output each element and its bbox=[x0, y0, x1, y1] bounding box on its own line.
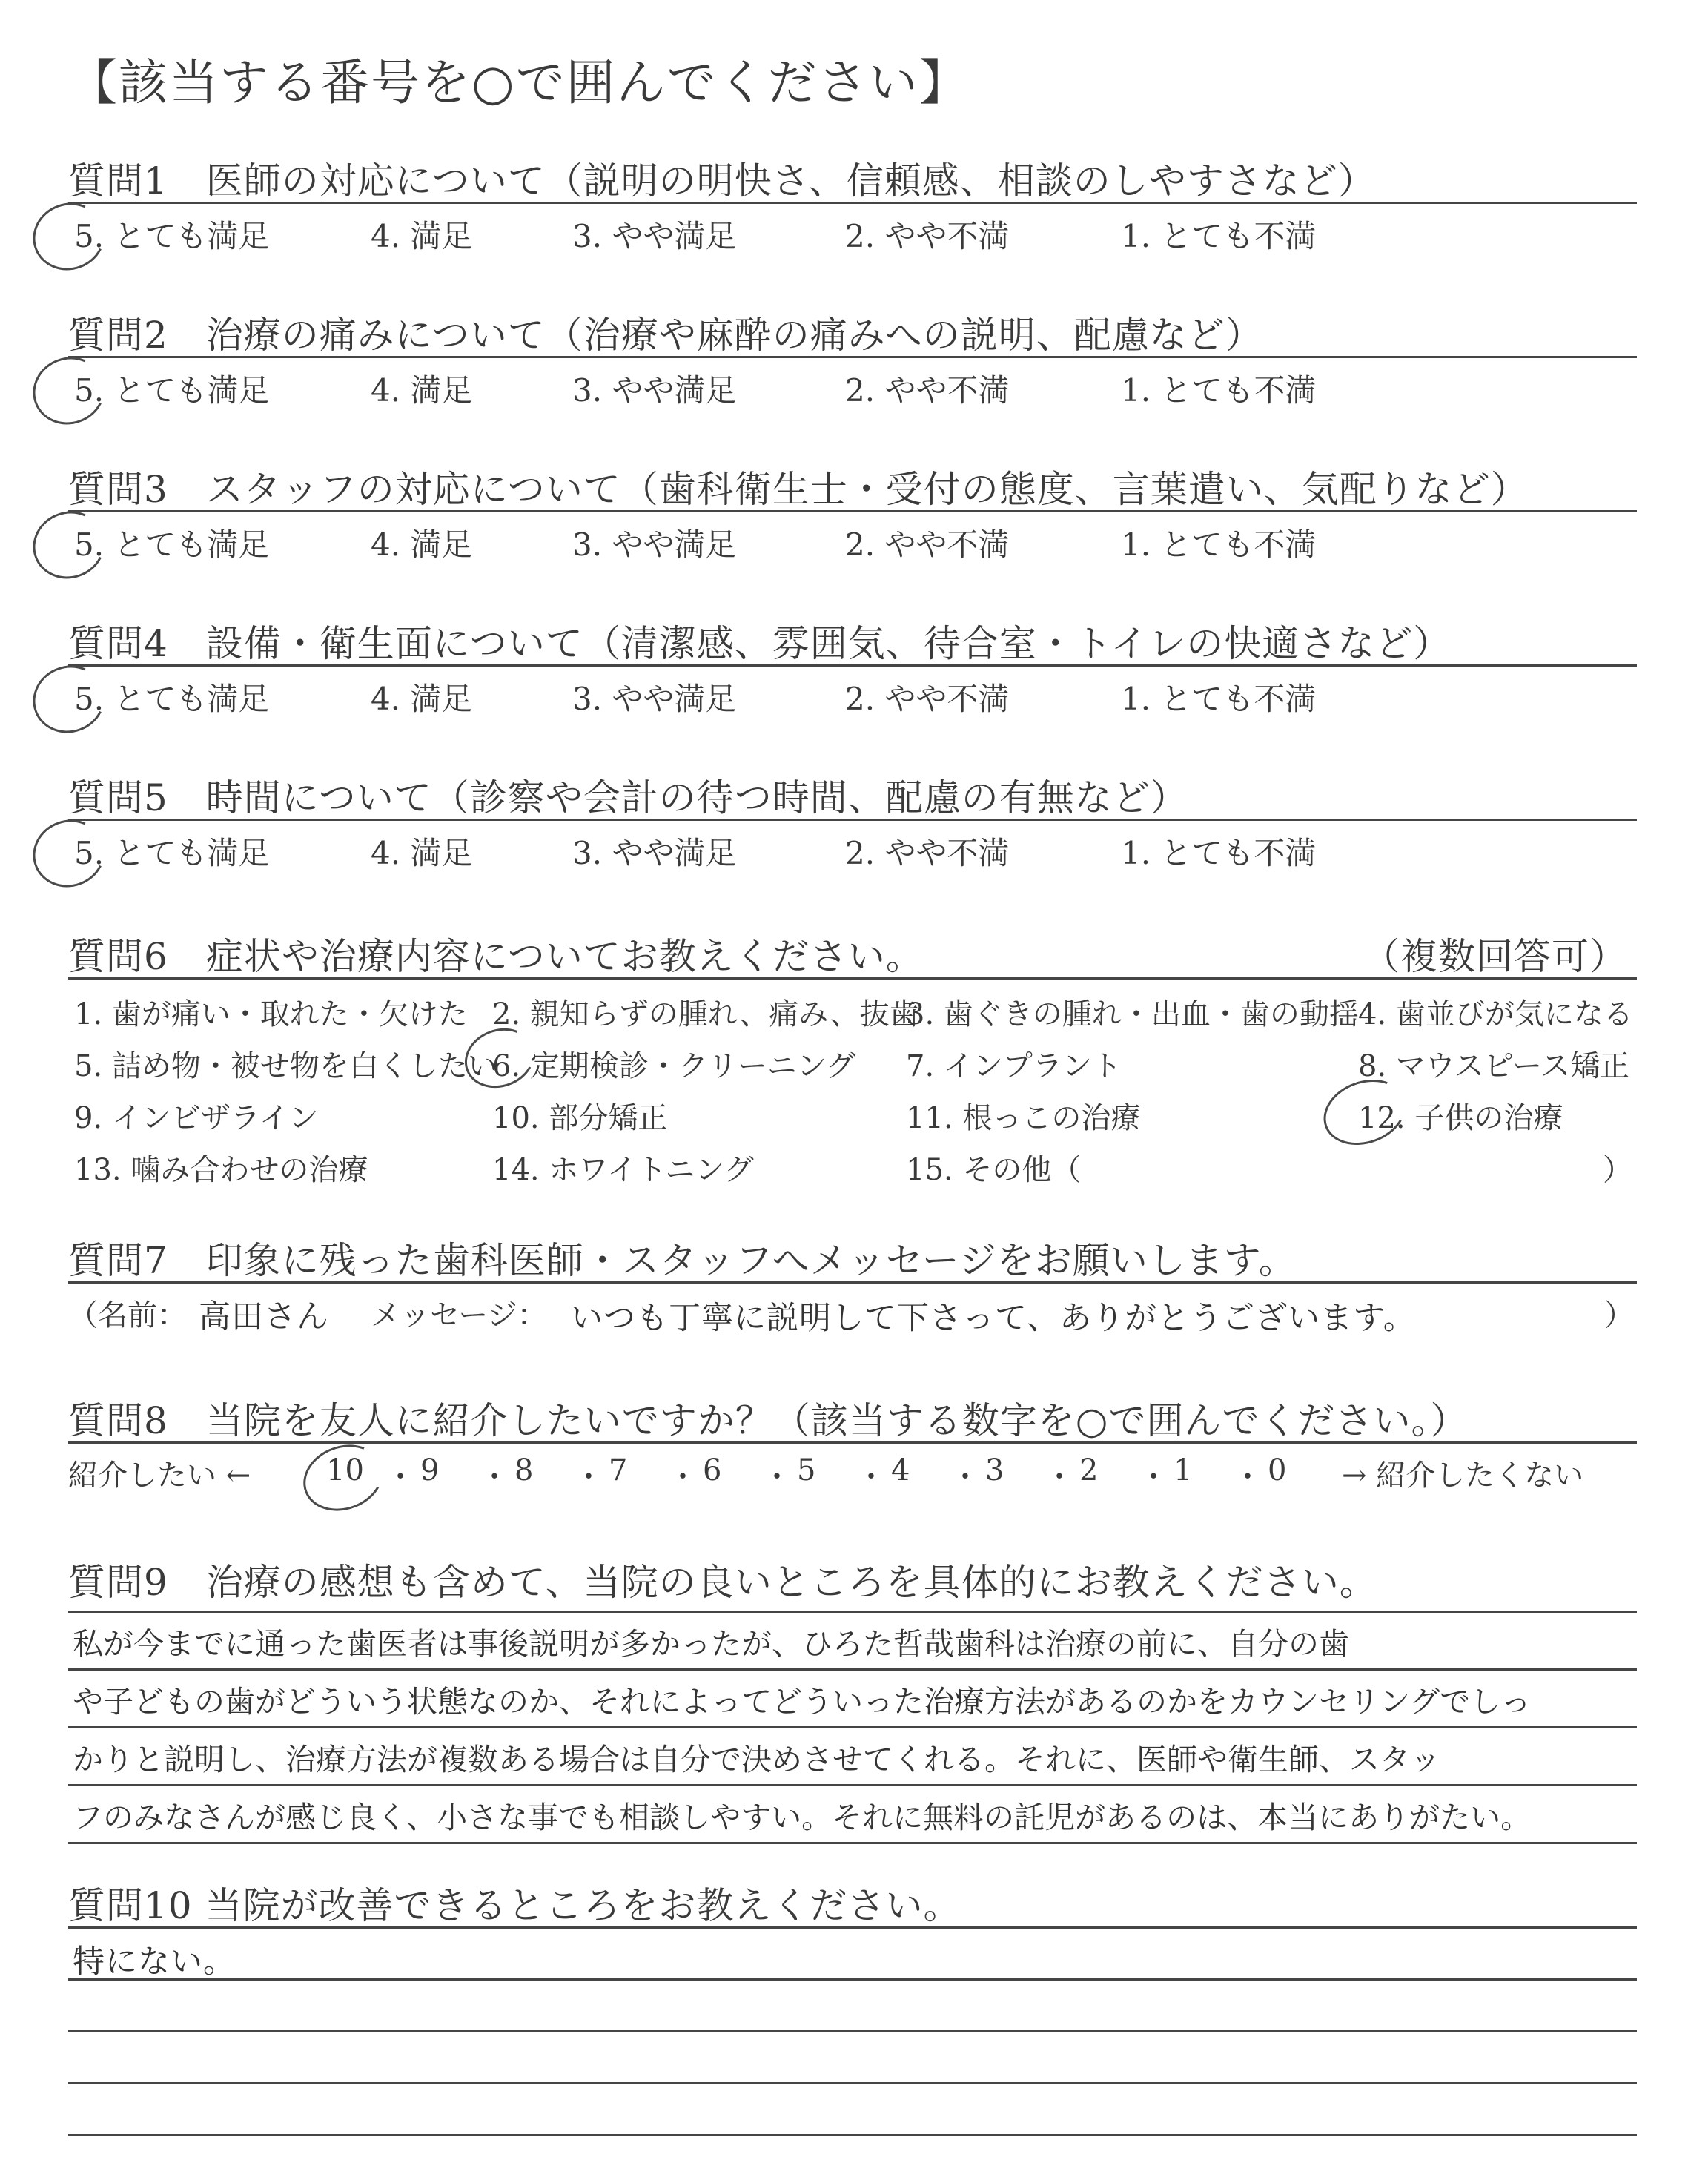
scale-separator: ・ bbox=[1233, 1460, 1262, 1494]
symptom-option-11[interactable]: 11. 根っこの治療 bbox=[906, 1101, 1141, 1135]
q1-option-1[interactable]: 1. とても不満 bbox=[1121, 218, 1317, 254]
q1-option-4[interactable]: 4. 満足 bbox=[371, 218, 473, 254]
question-7-rule bbox=[68, 1281, 1637, 1284]
recommend-value-8[interactable]: 8 bbox=[514, 1453, 534, 1487]
scale-separator: ・ bbox=[480, 1460, 509, 1494]
recommend-value-6[interactable]: 6 bbox=[703, 1453, 722, 1487]
q4-option-3[interactable]: 3. やや満足 bbox=[572, 681, 737, 717]
q9-answer-rule bbox=[68, 1842, 1637, 1844]
symptom-option-8[interactable]: 8. マウスピース矯正 bbox=[1358, 1049, 1630, 1083]
symptom-option-15[interactable]: 15. その他（ bbox=[906, 1153, 1082, 1187]
q9-answer-line[interactable]: や子どもの歯がどういう状態なのか、それによってどういった治療方法があるのかをカウンセリングでしっ bbox=[73, 1684, 1532, 1720]
question-3-rule bbox=[68, 510, 1637, 512]
q5-selection-circle bbox=[24, 810, 115, 897]
recommend-value-2[interactable]: 2 bbox=[1079, 1453, 1099, 1487]
question-5-label: 質問5 時間について（診察や会計の待つ時間、配慮の有無など） bbox=[68, 776, 1188, 819]
q9-answer-line[interactable]: 私が今までに通った歯医者は事後説明が多かったが、ひろた哲哉歯科は治療の前に、自分の歯 bbox=[73, 1626, 1349, 1662]
q3-option-4[interactable]: 4. 満足 bbox=[371, 526, 473, 563]
q5-option-2[interactable]: 2. やや不満 bbox=[845, 835, 1010, 871]
q9-answer-rule bbox=[68, 1611, 1637, 1613]
message-answer[interactable]: いつも丁寧に説明して下さって、ありがとうございます。 bbox=[571, 1300, 1416, 1337]
q2-option-4[interactable]: 4. 満足 bbox=[371, 372, 473, 409]
q2-selection-circle bbox=[24, 347, 115, 435]
question-5-rule bbox=[68, 819, 1637, 821]
scale-separator: ・ bbox=[762, 1460, 792, 1494]
recommend-value-5[interactable]: 5 bbox=[797, 1453, 816, 1487]
q4-option-2[interactable]: 2. やや不満 bbox=[845, 681, 1010, 717]
symptom-option-3[interactable]: 3. 歯ぐきの腫れ・出血・歯の動揺 bbox=[906, 997, 1359, 1031]
recommend-value-3[interactable]: 3 bbox=[985, 1453, 1004, 1487]
recommend-value-4[interactable]: 4 bbox=[891, 1453, 910, 1487]
q1-option-2[interactable]: 2. やや不満 bbox=[845, 218, 1010, 254]
question-6-rule bbox=[68, 977, 1637, 980]
symptom-option-1[interactable]: 1. 歯が痛い・取れた・欠けた bbox=[74, 997, 468, 1031]
scale-separator: ・ bbox=[574, 1460, 603, 1494]
scale-separator: ・ bbox=[1045, 1460, 1074, 1494]
question-4-rule bbox=[68, 664, 1637, 667]
symptom-option-7[interactable]: 7. インプラント bbox=[906, 1049, 1122, 1083]
q5-option-4[interactable]: 4. 満足 bbox=[371, 835, 473, 871]
q10-answer-rule bbox=[68, 1978, 1637, 1981]
question-10-label: 質問10 当院が改善できるところをお教えください。 bbox=[68, 1884, 961, 1927]
scale-separator: ・ bbox=[950, 1460, 980, 1494]
q3-option-3[interactable]: 3. やや満足 bbox=[572, 526, 737, 563]
q9-answer-line[interactable]: フのみなさんが感じ良く、小さな事でも相談しやすい。それに無料の託児があるのは、本当にありがたい。 bbox=[73, 1800, 1532, 1835]
q3-option-1[interactable]: 1. とても不満 bbox=[1121, 526, 1317, 563]
q1-option-5[interactable]: 5. とても満足 bbox=[74, 218, 270, 254]
symptom-option-6[interactable]: 6. 定期検診・クリーニング bbox=[492, 1049, 856, 1083]
q5-option-5[interactable]: 5. とても満足 bbox=[74, 835, 270, 871]
q5-option-1[interactable]: 1. とても不満 bbox=[1121, 835, 1317, 871]
q4-selection-circle bbox=[24, 655, 115, 743]
symptom-option-2[interactable]: 2. 親知らずの腫れ、痛み、抜歯 bbox=[492, 997, 919, 1031]
q3-option-5[interactable]: 5. とても満足 bbox=[74, 526, 270, 563]
q10-answer-rule bbox=[68, 2134, 1637, 2136]
name-label: （名前： bbox=[68, 1298, 187, 1332]
q2-option-1[interactable]: 1. とても不満 bbox=[1121, 372, 1317, 409]
q3-option-2[interactable]: 2. やや不満 bbox=[845, 526, 1010, 563]
q4-option-1[interactable]: 1. とても不満 bbox=[1121, 681, 1317, 717]
recommend-right-label: → 紹介したくない bbox=[1342, 1459, 1584, 1493]
q4-option-4[interactable]: 4. 満足 bbox=[371, 681, 473, 717]
message-label: メッセージ： bbox=[371, 1298, 547, 1332]
question-3-label: 質問3 スタッフの対応について（歯科衛生士・受付の態度、言葉遣い、気配りなど） bbox=[68, 468, 1529, 511]
symptom-option-12[interactable]: 12. 子供の治療 bbox=[1358, 1101, 1563, 1135]
q10-answer-line[interactable]: 特にない。 bbox=[73, 1943, 236, 1981]
q3-selection-circle bbox=[24, 501, 115, 589]
q10-answer-rule bbox=[68, 2082, 1637, 2084]
symptom-option-13[interactable]: 13. 噛み合わせの治療 bbox=[74, 1153, 368, 1187]
q2-option-2[interactable]: 2. やや不満 bbox=[845, 372, 1010, 409]
recommend-value-7[interactable]: 7 bbox=[609, 1453, 628, 1487]
q10-answer-rule bbox=[68, 1926, 1637, 1929]
q9-answer-rule bbox=[68, 1668, 1637, 1671]
symptom-option-9[interactable]: 9. インビザライン bbox=[74, 1101, 319, 1135]
question-6-label: 質問6 症状や治療内容についてお教えください。 bbox=[68, 935, 924, 978]
recommend-value-9[interactable]: 9 bbox=[420, 1453, 440, 1487]
scale-separator: ・ bbox=[385, 1460, 415, 1494]
question-9-label: 質問9 治療の感想も含めて、当院の良いところを具体的にお教えください。 bbox=[68, 1561, 1377, 1604]
q2-option-3[interactable]: 3. やや満足 bbox=[572, 372, 737, 409]
recommend-value-10[interactable]: 10 bbox=[326, 1453, 364, 1487]
name-answer[interactable]: 高田さん bbox=[199, 1298, 329, 1335]
q9-answer-rule bbox=[68, 1784, 1637, 1786]
symptom-option-4[interactable]: 4. 歯並びが気になる bbox=[1358, 997, 1633, 1031]
scale-separator: ・ bbox=[668, 1460, 698, 1494]
question-8-label: 質問8 当院を友人に紹介したいですか？（該当する数字を○で囲んでください。） bbox=[68, 1399, 1469, 1442]
question-6-note: （複数回答可） bbox=[1363, 935, 1627, 978]
selection-circle-10 bbox=[294, 1434, 393, 1522]
question-1-rule bbox=[68, 202, 1637, 204]
page-title: 【該当する番号を○で囲んでください】 bbox=[68, 54, 970, 111]
question-8-rule bbox=[68, 1441, 1637, 1444]
question-1-label: 質問1 医師の対応について（説明の明快さ、信頼感、相談のしやすさなど） bbox=[68, 159, 1376, 202]
q1-selection-circle bbox=[24, 193, 115, 280]
q10-answer-rule bbox=[68, 2030, 1637, 2032]
recommend-value-1[interactable]: 1 bbox=[1174, 1453, 1193, 1487]
scale-separator: ・ bbox=[856, 1460, 886, 1494]
q9-answer-rule bbox=[68, 1726, 1637, 1728]
symptom-option-5[interactable]: 5. 詰め物・被せ物を白くしたい bbox=[74, 1049, 497, 1083]
symptom-option-14[interactable]: 14. ホワイトニング bbox=[492, 1153, 754, 1187]
recommend-left-label: 紹介したい ← bbox=[68, 1459, 251, 1493]
symptom-option-10[interactable]: 10. 部分矯正 bbox=[492, 1101, 668, 1135]
q5-option-3[interactable]: 3. やや満足 bbox=[572, 835, 737, 871]
q1-option-3[interactable]: 3. やや満足 bbox=[572, 218, 737, 254]
symptom-option-16: ） bbox=[1603, 1153, 1632, 1187]
recommend-value-0[interactable]: 0 bbox=[1268, 1453, 1287, 1487]
scale-separator: ・ bbox=[1139, 1460, 1168, 1494]
q4-option-5[interactable]: 5. とても満足 bbox=[74, 681, 270, 717]
question-4-label: 質問4 設備・衛生面について（清潔感、雰囲気、待合室・トイレの快適さなど） bbox=[68, 622, 1452, 665]
message-close: ） bbox=[1604, 1298, 1634, 1332]
question-7-label: 質問7 印象に残った歯科医師・スタッフへメッセージをお願いします。 bbox=[68, 1239, 1297, 1282]
q2-option-5[interactable]: 5. とても満足 bbox=[74, 372, 270, 409]
question-2-rule bbox=[68, 356, 1637, 358]
q9-answer-line[interactable]: かりと説明し、治療方法が複数ある場合は自分で決めさせてくれる。それに、医師や衛生師、スタッ bbox=[73, 1742, 1440, 1777]
question-2-label: 質問2 治療の痛みについて（治療や麻酔の痛みへの説明、配慮など） bbox=[68, 314, 1263, 357]
